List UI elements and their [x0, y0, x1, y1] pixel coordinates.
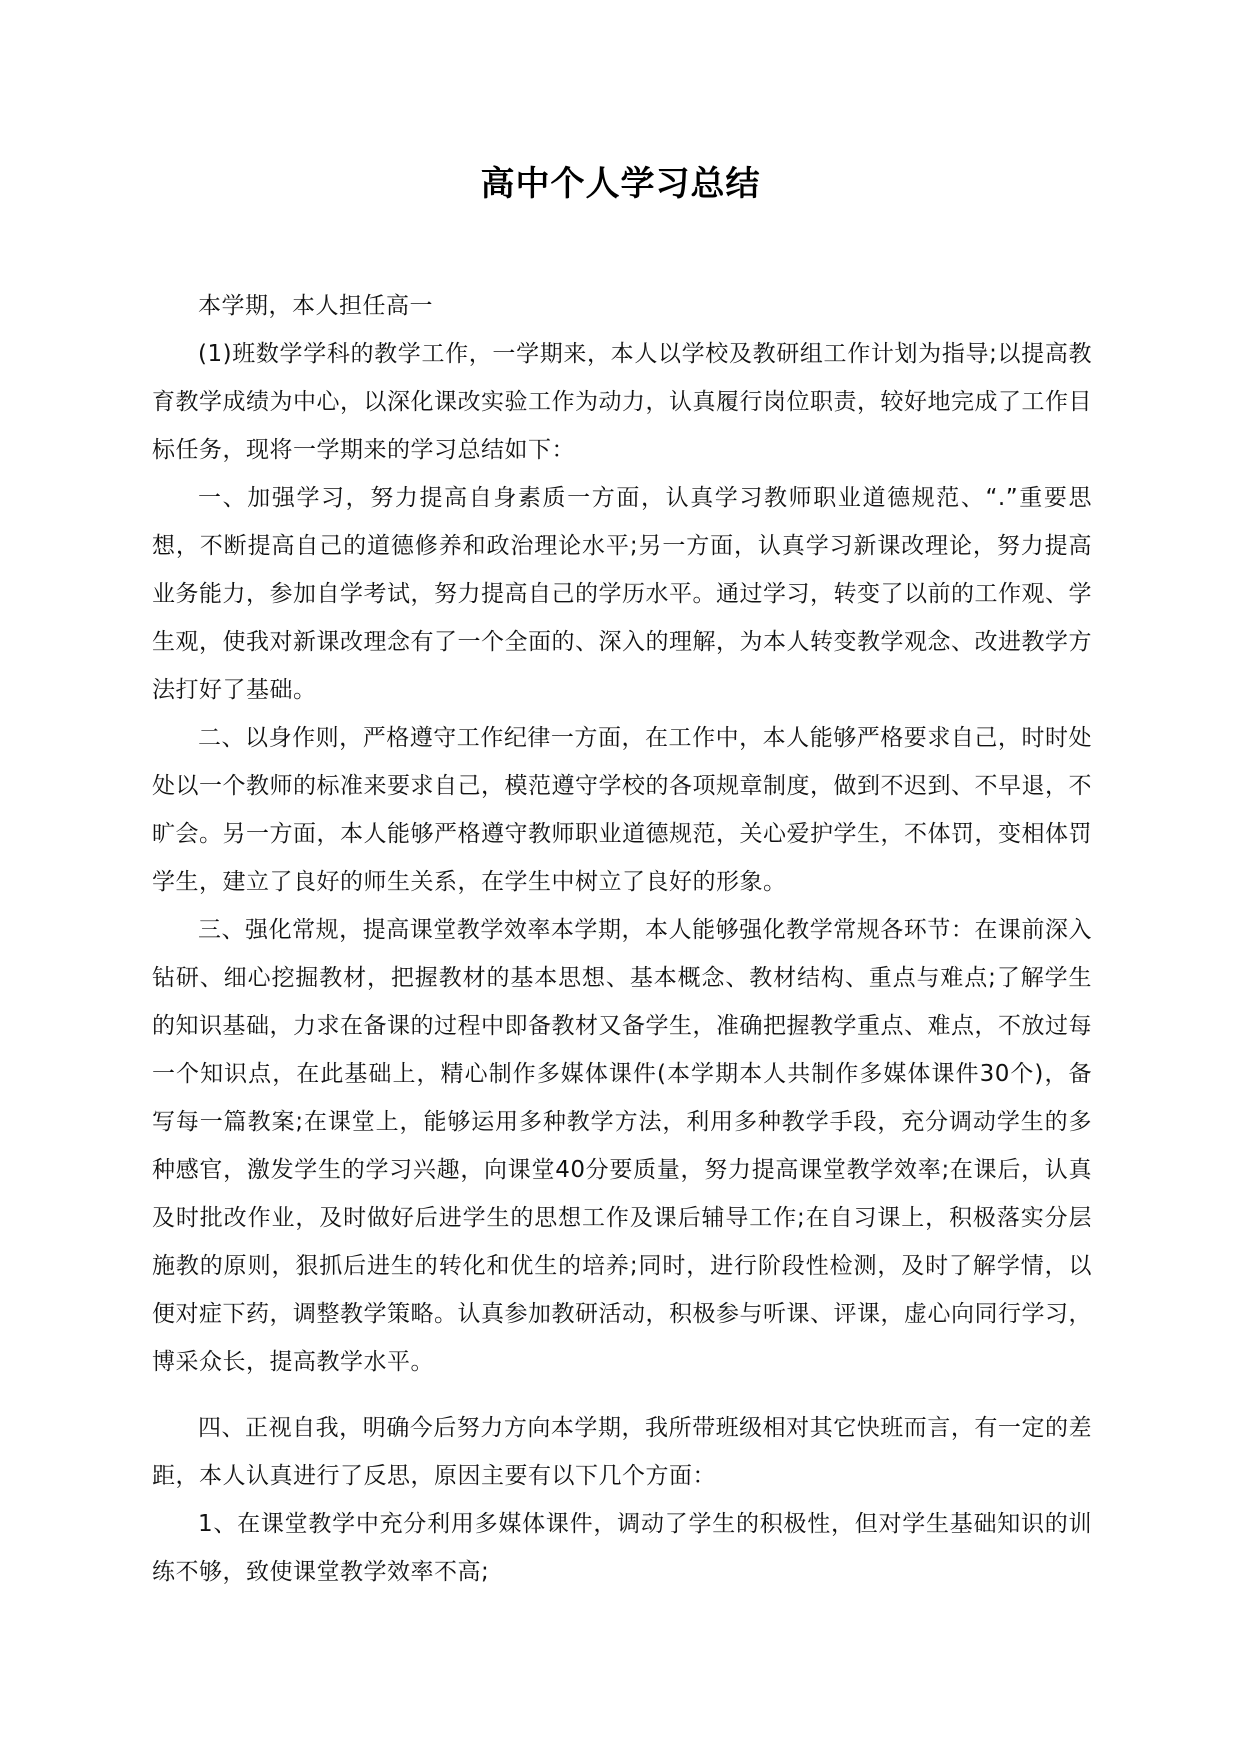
paragraph-section-3: 三、强化常规，提高课堂教学效率本学期，本人能够强化教学常规各环节：在课前深入钻研、细心挖掘教材，把握教材的基本思想、基本概念、教材结构、重点与难点;了解学生的知识基础，力求在备课的过程中即备教材又备学生，准确把握教学重点、难点，不放过每一个知识点，在此基础上，精心制作多媒体课件(本学期本人共制作多媒体课件30个)，备写每一篇教案;在课堂上，能够运用多种教学方法，利用多种教学手段，充分调动学生的多种感官，激发学生的学习兴趣，向课堂40分要质量，努力提高课堂教学效率;在课后，认真及时批改作业，及时做好后进学生的思想工作及课后辅导工作;在自习课上，积极落实分层施教的原则，狠抓后进生的转化和优生的培养;同时，进行阶段性检测，及时了解学情，以便对症下药，调整教学策略。认真参加教研活动，积极参与听课、评课，虚心向同行学习，博采众长，提高教学水平。: [152, 917, 1092, 1375]
paragraph-item-1: 1、在课堂教学中充分利用多媒体课件，调动了学生的积极性，但对学生基础知识的训练不够，致使课堂教学效率不高;: [152, 1511, 1092, 1585]
document-title: 高中个人学习总结: [480, 164, 761, 204]
paragraph-overview: (1)班数学学科的教学工作，一学期来，本人以学校及教研组工作计划为指导;以提高教育教学成绩为中心，以深化课改实验工作为动力，认真履行岗位职责，较好地完成了工作目标任务，现将一学期来的学习总结如下：: [152, 341, 1092, 463]
paragraph-section-4: 四、正视自我，明确今后努力方向本学期，我所带班级相对其它快班而言，有一定的差距，本人认真进行了反思，原因主要有以下几个方面：: [152, 1415, 1092, 1489]
document-body: [152, 282, 1092, 1596]
paragraph-section-1: 一、加强学习，努力提高自身素质一方面，认真学习教师职业道德规范、“.”重要思想，不断提高自己的道德修养和政治理论水平;另一方面，认真学习新课改理论，努力提高业务能力，参加自学考试，努力提高自己的学历水平。通过学习，转变了以前的工作观、学生观，使我对新课改理念有了一个全面的、深入的理解，为本人转变教学观念、改进教学方法打好了基础。: [152, 485, 1092, 703]
paragraph-section-2: 二、以身作则，严格遵守工作纪律一方面，在工作中，本人能够严格要求自己，时时处处以一个教师的标准来要求自己，模范遵守学校的各项规章制度，做到不迟到、不早退，不旷会。另一方面，本人能够严格遵守教师职业道德规范，关心爱护学生，不体罚，变相体罚学生，建立了良好的师生关系，在学生中树立了良好的形象。: [152, 725, 1092, 895]
paragraph-intro: 本学期，本人担任高一: [198, 293, 433, 319]
